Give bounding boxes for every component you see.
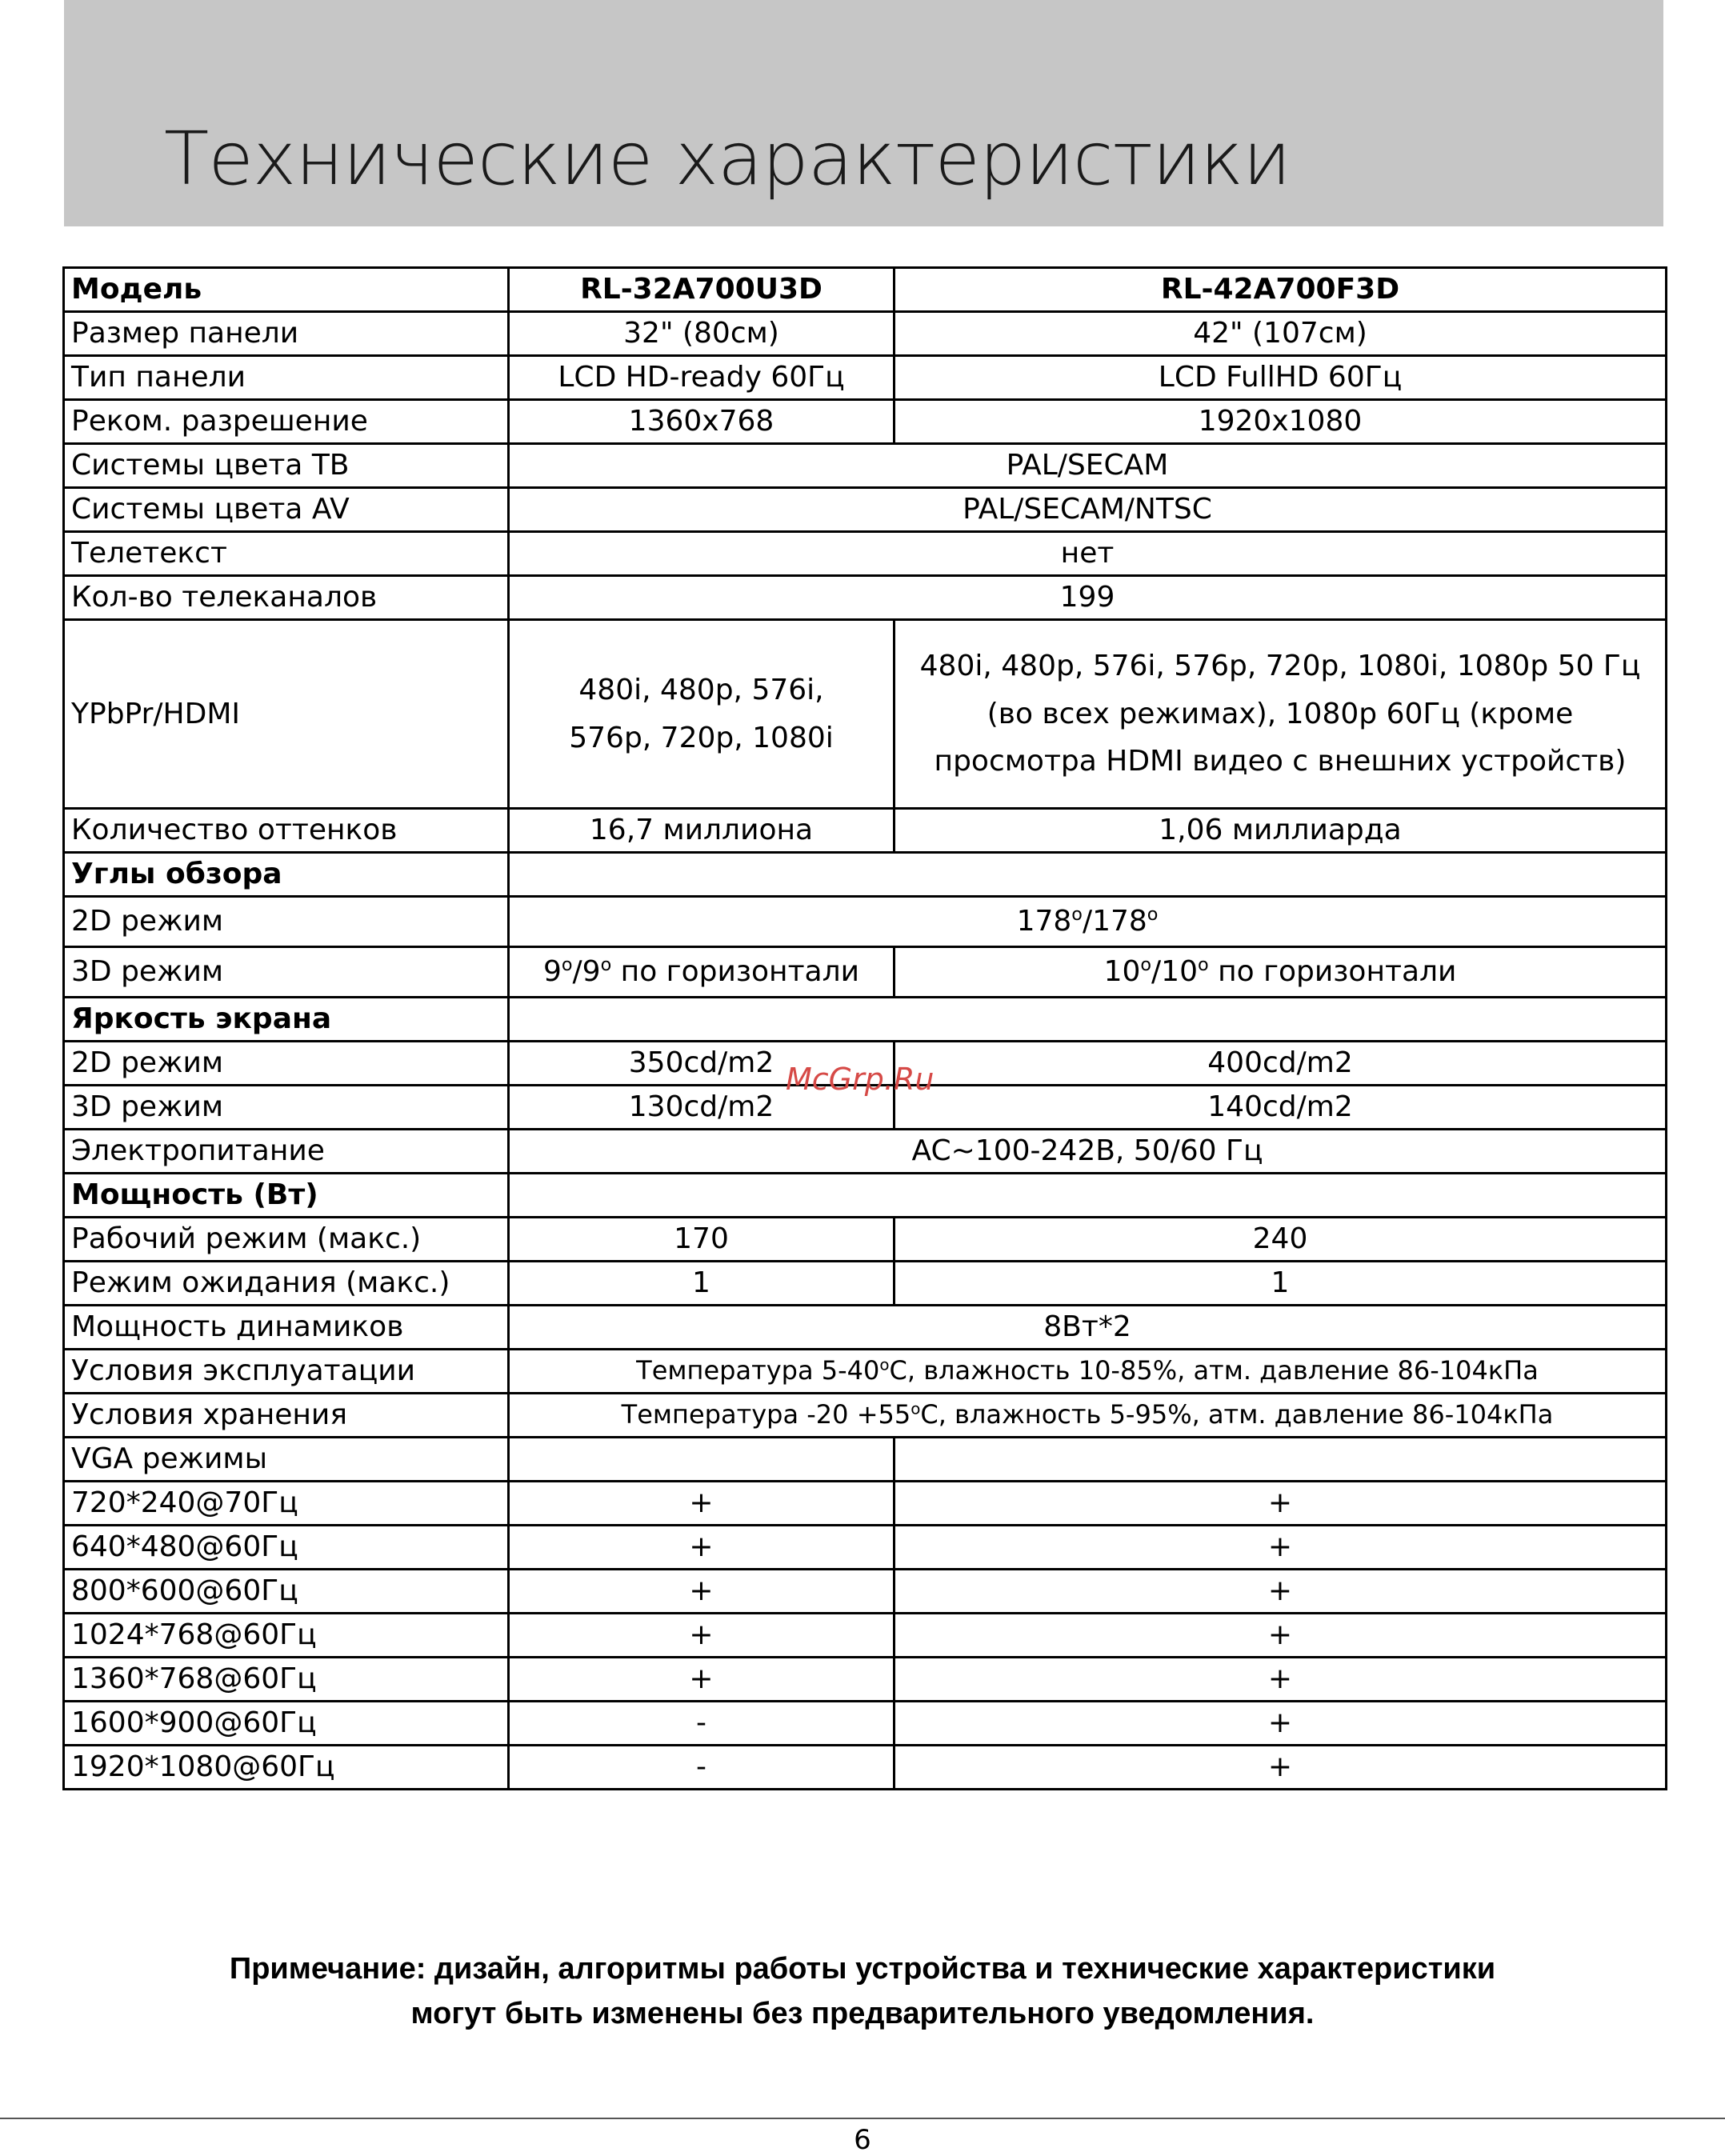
cell [509, 853, 1667, 897]
row-label: 2D режим [64, 1042, 509, 1086]
row-label: 1600*900@60Гц [64, 1702, 509, 1746]
cell: PAL/SECAM/NTSC [509, 488, 1667, 532]
table-row [64, 312, 1667, 356]
cell: 480i, 480p, 576i, 576p, 720p, 1080i [509, 620, 895, 809]
row-label: 640*480@60Гц [64, 1526, 509, 1570]
table-row [64, 1350, 1667, 1394]
watermark: McGrp.Ru [786, 1062, 935, 1097]
model-1: RL-32A700U3D [509, 268, 895, 312]
row-label: Реком. разрешение [64, 400, 509, 444]
row-label: Условия хранения [64, 1394, 509, 1438]
cell: 8Вт*2 [509, 1306, 1667, 1350]
table-row [64, 1482, 1667, 1526]
note-line-1: Примечание: дизайн, алгоритмы работы устройства и технические характеристики [229, 1952, 1496, 1986]
cell [509, 1438, 895, 1482]
table-row [64, 1306, 1667, 1350]
table-row [64, 1394, 1667, 1438]
section-heading: Яркость экрана [64, 998, 509, 1042]
cell: + [509, 1526, 895, 1570]
cell: 1360x768 [509, 400, 895, 444]
disclaimer-note [0, 1946, 1725, 2036]
page-number: 6 [854, 2124, 871, 2156]
row-label: 2D режим [64, 897, 509, 947]
cell [509, 998, 1667, 1042]
table-row [64, 1526, 1667, 1570]
row-label: Количество оттенков [64, 809, 509, 853]
table-row [64, 1130, 1667, 1174]
row-label: 1360*768@60Гц [64, 1658, 509, 1702]
table-row [64, 1438, 1667, 1482]
table-row [64, 1614, 1667, 1658]
cell: + [895, 1482, 1667, 1526]
table-row [64, 356, 1667, 400]
row-label: Условия эксплуатации [64, 1350, 509, 1394]
cell: 42" (107см) [895, 312, 1667, 356]
row-label: Модель [64, 268, 509, 312]
cell: + [895, 1658, 1667, 1702]
cell: + [509, 1658, 895, 1702]
cell: PAL/SECAM [509, 444, 1667, 488]
cell: + [895, 1746, 1667, 1790]
table-row [64, 897, 1667, 947]
cell: LCD HD-ready 60Гц [509, 356, 895, 400]
cell: 178$^o$/178$^o$ [509, 897, 1667, 947]
row-label: 1920*1080@60Гц [64, 1746, 509, 1790]
table-row [64, 1262, 1667, 1306]
cell: 9$^o$/9$^o$ по горизонтали [509, 947, 895, 998]
table-row [64, 998, 1667, 1042]
cell: + [895, 1570, 1667, 1614]
cell: 240 [895, 1218, 1667, 1262]
cell: + [895, 1702, 1667, 1746]
row-label: Рабочий режим (макс.) [64, 1218, 509, 1262]
model-2: RL-42A700F3D [895, 268, 1667, 312]
table-row [64, 1570, 1667, 1614]
table-row [64, 1702, 1667, 1746]
table-row [64, 1746, 1667, 1790]
row-label: VGA режимы [64, 1438, 509, 1482]
cell: 130cd/m2 [509, 1086, 895, 1130]
table-row [64, 1218, 1667, 1262]
cell: + [509, 1482, 895, 1526]
cell: 1,06 миллиарда [895, 809, 1667, 853]
cell: 32" (80см) [509, 312, 895, 356]
row-label: 1024*768@60Гц [64, 1614, 509, 1658]
cell [895, 1438, 1667, 1482]
cell: 400cd/m2 [895, 1042, 1667, 1086]
table-row [64, 532, 1667, 576]
cell: 140cd/m2 [895, 1086, 1667, 1130]
page-title: Технические характеристики [164, 116, 1291, 202]
row-label: Системы цвета ТВ [64, 444, 509, 488]
table-row [64, 400, 1667, 444]
row-label: Телетекст [64, 532, 509, 576]
cell: 1 [509, 1262, 895, 1306]
row-label: 3D режим [64, 947, 509, 998]
table-row [64, 809, 1667, 853]
table-row [64, 444, 1667, 488]
cell: 10$^o$/10$^o$ по горизонтали [895, 947, 1667, 998]
cell: - [509, 1746, 895, 1790]
row-label: Режим ожидания (макс.) [64, 1262, 509, 1306]
cell: 1 [895, 1262, 1667, 1306]
cell: 16,7 миллиона [509, 809, 895, 853]
table-row [64, 488, 1667, 532]
note-line-2: могут быть изменены без предварительного уведомления. [410, 1997, 1315, 2030]
row-label: Тип панели [64, 356, 509, 400]
row-label: Кол-во телеканалов [64, 576, 509, 620]
cell: + [509, 1570, 895, 1614]
cell: 350cd/m2 [509, 1042, 895, 1086]
cell: Температура 5-40$^o$C, влажность 10-85%, атм. давление 86-104кПа [509, 1350, 1667, 1394]
row-label: Размер панели [64, 312, 509, 356]
table-row [64, 1658, 1667, 1702]
cell [509, 1174, 1667, 1218]
row-label: 3D режим [64, 1086, 509, 1130]
section-heading: Углы обзора [64, 853, 509, 897]
table-row [64, 947, 1667, 998]
table-row [64, 620, 1667, 809]
row-label: YPbPr/HDMI [64, 620, 509, 809]
cell: 1920x1080 [895, 400, 1667, 444]
table-row [64, 1174, 1667, 1218]
cell: 170 [509, 1218, 895, 1262]
cell: + [895, 1526, 1667, 1570]
cell: + [509, 1614, 895, 1658]
cell: LCD FullHD 60Гц [895, 356, 1667, 400]
row-label: Электропитание [64, 1130, 509, 1174]
section-heading: Мощность (Вт) [64, 1174, 509, 1218]
footer-divider [0, 2118, 1725, 2119]
spec-table [62, 266, 1667, 1790]
cell: AC~100-242В, 50/60 Гц [509, 1130, 1667, 1174]
table-row [64, 853, 1667, 897]
cell: нет [509, 532, 1667, 576]
cell: Температура $-20 +55^oC$, влажность 5-95%, атм. давление 86-104кПа [509, 1394, 1667, 1438]
row-label: Системы цвета AV [64, 488, 509, 532]
table-row [64, 576, 1667, 620]
table-row [64, 268, 1667, 312]
cell: 480i, 480p, 576i, 576p, 720p, 1080i, 1080p 50 Гц (во всех режимах), 1080p 60Гц (кроме просмотра HDMI видео с внешних устройств) [895, 620, 1667, 809]
row-label: 800*600@60Гц [64, 1570, 509, 1614]
row-label: 720*240@70Гц [64, 1482, 509, 1526]
row-label: Мощность динамиков [64, 1306, 509, 1350]
cell: - [509, 1702, 895, 1746]
cell: + [895, 1614, 1667, 1658]
cell: 199 [509, 576, 1667, 620]
